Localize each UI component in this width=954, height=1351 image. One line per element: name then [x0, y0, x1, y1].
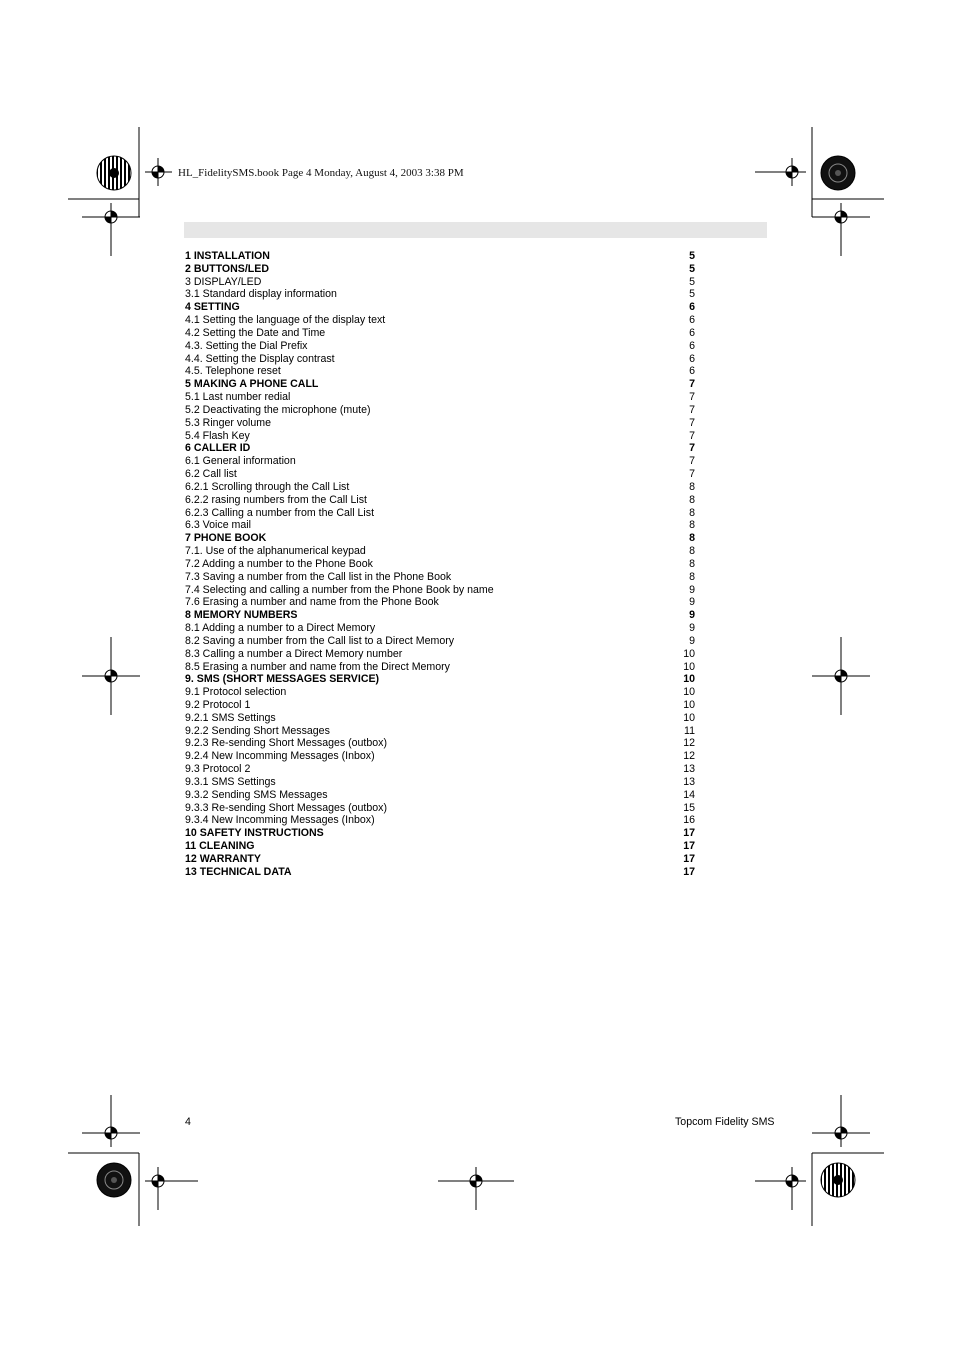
toc-entry-title: 9.3.4 New Incomming Messages (Inbox) — [185, 814, 375, 827]
toc-entry-title: 3 DISPLAY/LED — [185, 275, 262, 288]
toc-entry-title: 9.3 Protocol 2 — [185, 763, 251, 776]
toc-entry-page: 11 — [684, 724, 695, 737]
toc-entry[interactable] — [185, 853, 695, 866]
toc-entry-page: 10 — [683, 698, 695, 711]
toc-entry[interactable] — [185, 545, 695, 558]
toc-entry[interactable] — [185, 776, 695, 789]
toc-entry[interactable] — [185, 737, 695, 750]
toc-entry-title: 1 INSTALLATION — [185, 250, 270, 262]
starburst-disc-br — [821, 1163, 855, 1197]
toc-entry-page: 5 — [689, 288, 695, 301]
toc-entry-title: 8 MEMORY NUMBERS — [185, 609, 298, 622]
toc-entry-page: 9 — [689, 622, 695, 635]
toc-entry-title: 7.3 Saving a number from the Call list in the Phone Book — [185, 570, 452, 583]
toc-entry-title: 5.2 Deactivating the microphone (mute) — [185, 403, 371, 416]
toc-entry-title: 7.4 Selecting and calling a number from the Phone Book by name — [185, 583, 494, 596]
toc-entry-page: 8 — [689, 570, 695, 583]
toc-entry-page: 5 — [689, 275, 695, 288]
toc-entry-title: 9. SMS (SHORT MESSAGES SERVICE) — [185, 673, 380, 686]
toc-entry-page: 7 — [689, 378, 695, 391]
toc-entry-page: 7 — [689, 429, 695, 442]
toc-entry-title: 9.3.3 Re-sending Short Messages (outbox) — [185, 801, 387, 814]
toc-entry-title: 10 SAFETY INSTRUCTIONS — [185, 827, 324, 840]
toc-entry[interactable] — [185, 263, 695, 276]
print-header: HL_FidelitySMS.book Page 4 Monday, August 4, 2003 3:38 PM — [178, 167, 464, 179]
starburst-disc-bl — [97, 1163, 131, 1197]
starburst-disc-tl — [97, 156, 131, 190]
toc-entry-page: 13 — [683, 775, 695, 788]
footer-page-number: 4 — [185, 1116, 191, 1128]
toc-entry[interactable] — [185, 596, 695, 609]
toc-entry-page: 17 — [683, 827, 695, 840]
toc-entry-page: 6 — [689, 314, 695, 327]
toc-entry-title: 11 CLEANING — [185, 840, 255, 853]
toc-entry-title: 6.1 General information — [185, 455, 296, 468]
toc-entry-page: 8 — [689, 532, 695, 545]
toc-entry-page: 15 — [683, 801, 695, 814]
toc-entry-page: 9 — [689, 609, 695, 622]
registration-mark-bl — [145, 1167, 198, 1210]
toc-entry[interactable] — [185, 430, 695, 443]
toc-entry-page: 12 — [683, 750, 695, 763]
toc-entry-page: 14 — [683, 788, 695, 801]
toc-entry[interactable] — [185, 468, 695, 481]
registration-mark-tr — [755, 158, 806, 186]
toc-entry-title: 5 MAKING A PHONE CALL — [185, 378, 319, 391]
toc-entry[interactable] — [185, 301, 695, 314]
toc-entry-title: 5.3 Ringer volume — [185, 416, 271, 429]
toc-entry-page: 8 — [689, 480, 695, 493]
toc-entry[interactable] — [185, 314, 695, 327]
toc-entry-page: 16 — [683, 814, 695, 827]
toc-entry-page: 13 — [683, 763, 695, 776]
toc-entry[interactable] — [185, 378, 695, 391]
registration-mark-br — [755, 1167, 806, 1210]
toc-entry-title: 9.1 Protocol selection — [185, 686, 287, 699]
toc-entry[interactable] — [185, 391, 695, 404]
toc-entry-title: 9.2 Protocol 1 — [185, 698, 251, 711]
toc-entry-page: 9 — [689, 596, 695, 609]
toc-entry-title: 9.3.2 Sending SMS Messages — [185, 788, 328, 801]
toc-entry-page: 5 — [689, 262, 695, 275]
toc-entry[interactable] — [185, 442, 695, 455]
toc-entry[interactable] — [185, 648, 695, 661]
table-of-contents — [185, 250, 695, 879]
toc-entry[interactable] — [185, 725, 695, 738]
toc-entry-page: 8 — [689, 557, 695, 570]
registration-mark-r3 — [812, 1095, 870, 1147]
toc-entry[interactable] — [185, 686, 695, 699]
toc-entry[interactable] — [185, 481, 695, 494]
toc-entry[interactable] — [185, 763, 695, 776]
toc-entry-title: 7.2 Adding a number to the Phone Book — [185, 557, 373, 570]
toc-entry-page: 10 — [683, 686, 695, 699]
toc-entry-title: 5.4 Flash Key — [185, 429, 250, 442]
toc-entry[interactable] — [185, 365, 695, 378]
toc-entry-title: 9.2.4 New Incomming Messages (Inbox) — [185, 750, 375, 763]
toc-entry-title: 7 PHONE BOOK — [185, 532, 267, 545]
toc-entry-title: 13 TECHNICAL DATA — [185, 865, 292, 878]
toc-entry[interactable] — [185, 353, 695, 366]
toc-entry-page: 7 — [689, 403, 695, 416]
toc-entry[interactable] — [185, 519, 695, 532]
toc-entry-title: 9.3.1 SMS Settings — [185, 775, 276, 788]
toc-entry-title: 8.5 Erasing a number and name from the Direct Memory — [185, 660, 450, 673]
starburst-disc-tr — [821, 156, 855, 190]
toc-entry[interactable] — [185, 712, 695, 725]
toc-entry-title: 4.3. Setting the Dial Prefix — [185, 339, 308, 352]
toc-entry[interactable] — [185, 635, 695, 648]
toc-entry[interactable] — [185, 661, 695, 674]
toc-entry[interactable] — [185, 327, 695, 340]
toc-entry-page: 6 — [689, 352, 695, 365]
toc-entry-page: 8 — [689, 493, 695, 506]
toc-entry[interactable] — [185, 840, 695, 853]
toc-entry-title: 6.2.2 rasing numbers from the Call List — [185, 493, 367, 506]
toc-entry-title: 6.3 Voice mail — [185, 519, 251, 532]
toc-entry-title: 9.2.1 SMS Settings — [185, 711, 276, 724]
toc-entry-page: 6 — [689, 339, 695, 352]
toc-entry-page: 7 — [689, 416, 695, 429]
toc-entry-title: 4 SETTING — [185, 301, 240, 314]
toc-entry-page: 8 — [689, 506, 695, 519]
toc-entry-title: 12 WARRANTY — [185, 852, 261, 865]
toc-entry[interactable] — [185, 814, 695, 827]
toc-entry[interactable] — [185, 827, 695, 840]
toc-entry-page: 8 — [689, 545, 695, 558]
toc-entry-page: 6 — [689, 326, 695, 339]
toc-entry-page: 10 — [683, 647, 695, 660]
toc-entry-title: 5.1 Last number redial — [185, 391, 291, 404]
toc-entry[interactable] — [185, 750, 695, 763]
toc-entry[interactable] — [185, 250, 695, 263]
toc-entry-page: 7 — [689, 455, 695, 468]
toc-entry-page: 5 — [689, 250, 695, 262]
toc-entry-page: 8 — [689, 519, 695, 532]
toc-entry[interactable] — [185, 558, 695, 571]
toc-entry-page: 7 — [689, 442, 695, 455]
toc-entry-title: 4.4. Setting the Display contrast — [185, 352, 335, 365]
toc-entry-page: 17 — [683, 865, 695, 878]
toc-entry-title: 8.1 Adding a number to a Direct Memory — [185, 622, 376, 635]
toc-entry[interactable] — [185, 507, 695, 520]
registration-mark-r1 — [812, 203, 870, 256]
toc-entry-page: 10 — [683, 673, 695, 686]
toc-entry-page: 6 — [689, 301, 695, 314]
registration-mark-bc — [438, 1167, 514, 1210]
toc-entry-page: 10 — [683, 660, 695, 673]
toc-entry[interactable] — [185, 789, 695, 802]
toc-entry[interactable] — [185, 609, 695, 622]
section-title-bar — [184, 222, 767, 238]
toc-entry-title: 7.6 Erasing a number and name from the Phone Book — [185, 596, 439, 609]
toc-entry-page: 9 — [689, 583, 695, 596]
toc-entry-page: 7 — [689, 468, 695, 481]
toc-entry[interactable] — [185, 584, 695, 597]
toc-entry-page: 9 — [689, 634, 695, 647]
toc-entry-title: 6.2.1 Scrolling through the Call List — [185, 480, 350, 493]
toc-entry[interactable] — [185, 404, 695, 417]
toc-entry[interactable] — [185, 532, 695, 545]
toc-entry-page: 10 — [683, 711, 695, 724]
registration-mark-l3 — [82, 1095, 140, 1147]
toc-entry-title: 4.2 Setting the Date and Time — [185, 326, 326, 339]
toc-entry[interactable] — [185, 673, 695, 686]
toc-entry-page: 7 — [689, 391, 695, 404]
toc-entry[interactable] — [185, 802, 695, 815]
toc-entry-title: 7.1. Use of the alphanumerical keypad — [185, 545, 366, 558]
toc-entry-title: 8.2 Saving a number from the Call list to a Direct Memory — [185, 634, 455, 647]
toc-entry[interactable] — [185, 699, 695, 712]
toc-entry-title: 4.5. Telephone reset — [185, 365, 281, 378]
toc-entry-page: 6 — [689, 365, 695, 378]
toc-entry-page: 17 — [683, 840, 695, 853]
toc-entry[interactable] — [185, 866, 695, 879]
toc-entry-title: 2 BUTTONS/LED — [185, 262, 269, 275]
footer-product-name: Topcom Fidelity SMS — [675, 1116, 775, 1128]
toc-entry-title: 6 CALLER ID — [185, 442, 251, 455]
toc-entry[interactable] — [185, 288, 695, 301]
toc-entry-title: 9.2.3 Re-sending Short Messages (outbox) — [185, 737, 387, 750]
toc-entry-title: 8.3 Calling a number a Direct Memory number — [185, 647, 403, 660]
toc-entry[interactable] — [185, 571, 695, 584]
toc-entry-title: 6.2.3 Calling a number from the Call List — [185, 506, 375, 519]
toc-entry[interactable] — [185, 494, 695, 507]
toc-entry[interactable] — [185, 622, 695, 635]
toc-entry-title: 3.1 Standard display information — [185, 288, 337, 301]
toc-entry[interactable] — [185, 340, 695, 353]
toc-entry-title: 9.2.2 Sending Short Messages — [185, 724, 330, 737]
registration-mark-l1 — [82, 203, 140, 256]
toc-entry-page: 17 — [683, 852, 695, 865]
toc-entry-title: 4.1 Setting the language of the display text — [185, 314, 386, 327]
toc-entry[interactable] — [185, 276, 695, 289]
toc-entry[interactable] — [185, 417, 695, 430]
toc-entry-title: 6.2 Call list — [185, 468, 237, 481]
toc-entry[interactable] — [185, 455, 695, 468]
toc-entry-page: 12 — [683, 737, 695, 750]
